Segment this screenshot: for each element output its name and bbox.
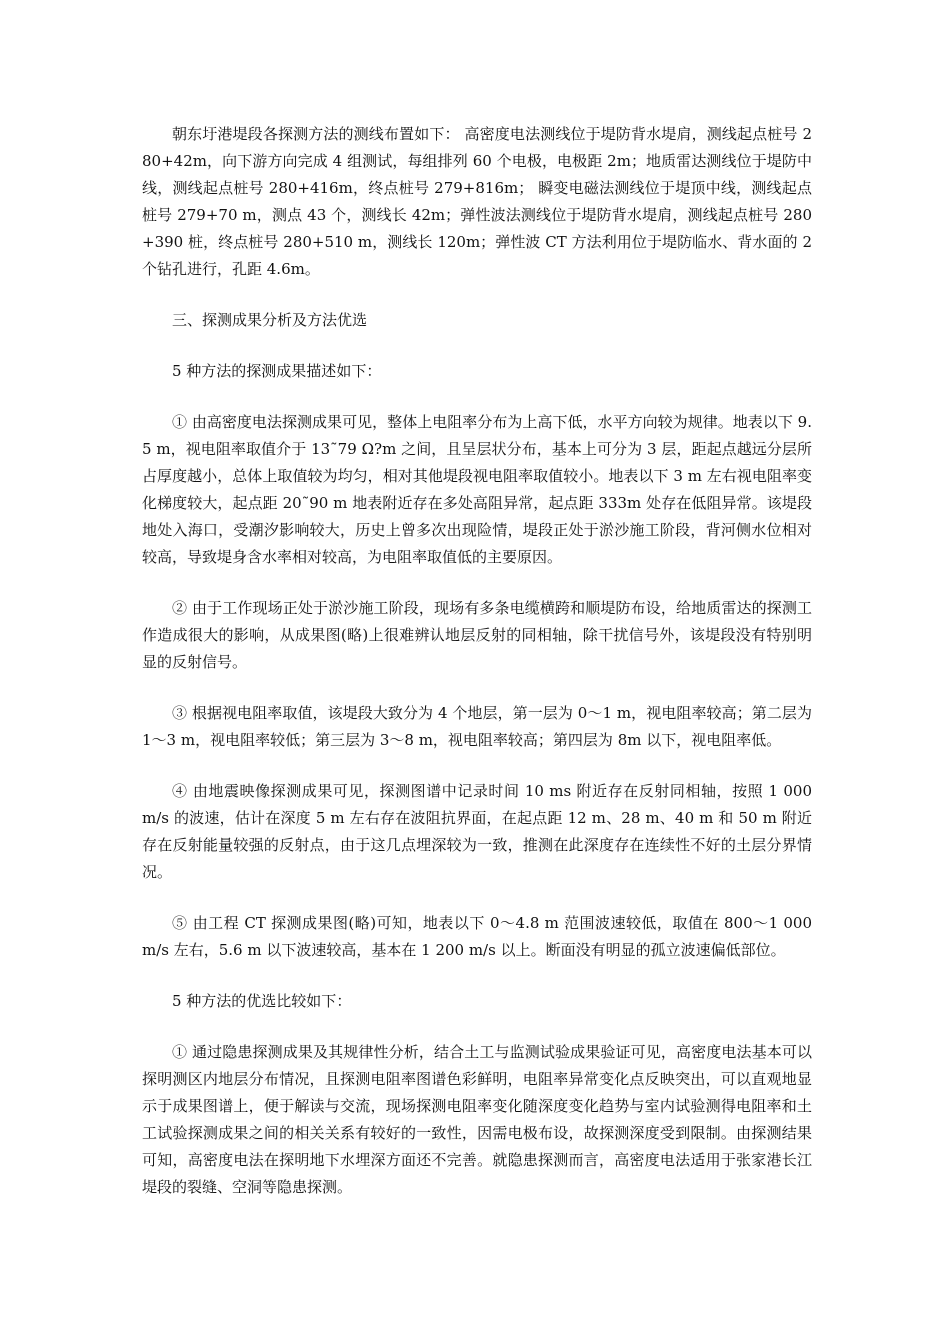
paragraph-result-1: ① 由高密度电法探测成果可见，整体上电阻率分布为上高下低，水平方向较为规律。地表以下 9.5 m，视电阻率取值介于 13˜79 Ω?m 之间，且呈层状分布，基本上可分为 3 层，距起点越远分层所占厚度越小，总体上取值较为均匀，相对其他堤段视电阻率取值较小。地表以下 3 m 左右视电阻率变化梯度较大，起点距 20˜90 m 地表附近存在多处高阻异常，起点距 333m 处存在低阻异常。该堤段地处入海口，受潮汐影响较大，历史上曾多次出现险情，堤段正处于淤沙施工阶段，背河侧水位相对较高，导致堤身含水率相对较高，为电阻率取值低的主要原因。 xyxy=(142,413,812,566)
paragraph-result-3: ③ 根据视电阻率取值，该堤段大致分为 4 个地层，第一层为 0～1 m，视电阻率较高；第二层为 1～3 m，视电阻率较低；第三层为 3～8 m，视电阻率较高；第四层为 8m 以下，视电阻率低。 xyxy=(142,704,812,749)
paragraph-comparison-1: ① 通过隐患探测成果及其规律性分析，结合土工与监测试验成果验证可见，高密度电法基本可以探明测区内地层分布情况，且探测电阻率图谱色彩鲜明，电阻率异常变化点反映突出，可以直观地显示于成果图谱上，便于解读与交流，现场探测电阻率变化随深度变化趋势与室内试验测得电阻率和土工试验探测成果之间的相关关系有较好的一致性，因需电极布设，故探测深度受到限制。由探测结果可知，高密度电法在探明地下水埋深方面还不完善。就隐患探测而言，高密度电法适用于张家港长江堤段的裂缝、空洞等隐患探测。 xyxy=(142,1043,812,1196)
paragraph-comparison-intro: 5 种方法的优选比较如下： xyxy=(172,992,352,1010)
paragraph-results-intro: 5 种方法的探测成果描述如下： xyxy=(172,362,382,380)
paragraph-result-5: ⑤ 由工程 CT 探测成果图(略)可知，地表以下 0～4.8 m 范围波速较低，取值在 800～1 000 m/s 左右，5.6 m 以下波速较高，基本在 1 200 m/s 以上。断面没有明显的孤立波速偏低部位。 xyxy=(142,914,812,959)
paragraph-survey-layout: 朝东圩港堤段各探测方法的测线布置如下： 高密度电法测线位于堤防背水堤肩，测线起点桩号 280+42m，向下游方向完成 4 组测试，每组排列 60 个电极，电极距 2m；地质雷达测线位于堤防中线，测线起点桩号 280+416m，终点桩号 279+816m； 瞬变电磁法测线位于堤顶中线，测线起点桩号 279+70 m，测点 43 个，测线长 42m；弹性波法测线位于堤防背水堤肩，测线起点桩号 280+390 桩，终点桩号 280+510 m，测线长 120m；弹性波 CT 方法利用位于堤防临水、背水面的 2 个钻孔进行，孔距 4.6m。 xyxy=(142,125,812,278)
paragraph-result-4: ④ 由地震映像探测成果可见，探测图谱中记录时间 10 ms 附近存在反射同相轴，按照 1 000 m/s 的波速，估计在深度 5 m 左右存在波阻抗界面，在起点距 12 m、28 m、40 m 和 50 m 附近存在反射能量较强的反射点，由于这几点埋深较为一致，推测在此深度存在连续性不好的土层分界情况。 xyxy=(142,782,812,881)
section-heading: 三、探测成果分析及方法优选 xyxy=(172,311,368,329)
paragraph-result-2: ② 由于工作现场正处于淤沙施工阶段，现场有多条电缆横跨和顺堤防布设，给地质雷达的探测工作造成很大的影响，从成果图(略)上很难辨认地层反射的同相轴，除干扰信号外，该堤段没有特别明显的反射信号。 xyxy=(142,599,812,671)
document-body xyxy=(142,121,812,1225)
